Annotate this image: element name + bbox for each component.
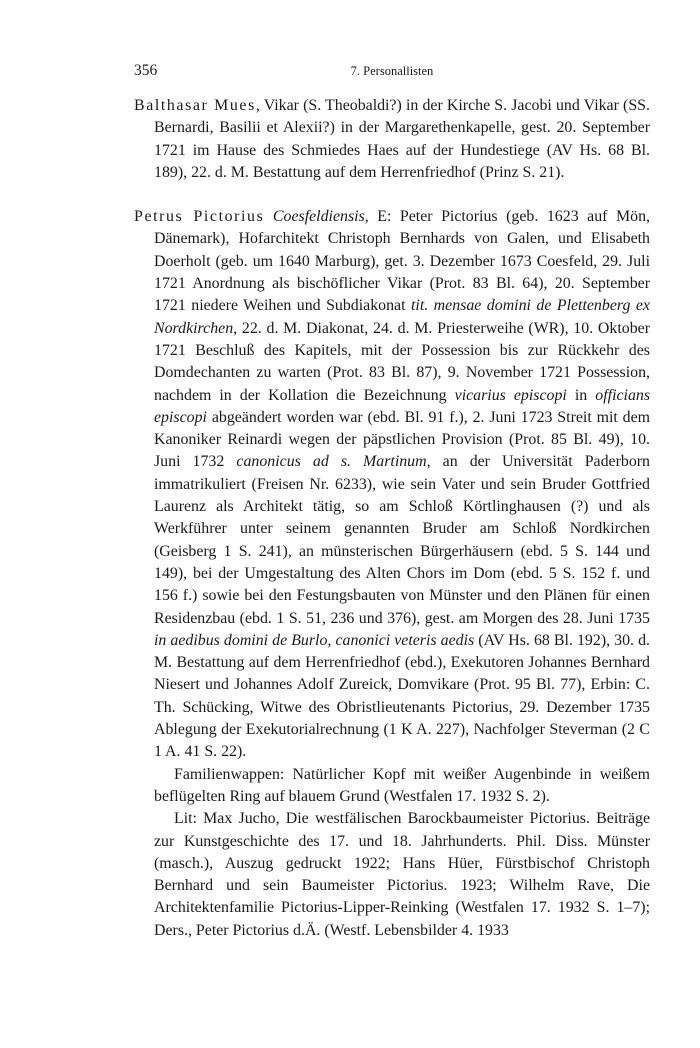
- italic-segment: canonicus ad s. Martinum: [236, 453, 427, 471]
- text-segment: abgeändert worden war (ebd. Bl. 91 f.), 2. Juni 1723 Streit mit dem Kanoniker Reinardi wegen der päpstlichen Provision (Prot. 85 Bl. 49), 10. Juni 1732: [154, 408, 650, 471]
- paragraph-literatur: Lit: Max Jucho, Die westfälischen Barockbaumeister Pictorius. Beiträge zur Kunstgeschichte des 17. und 18. Jahrhunderts. Phil. Diss. Münster (masch.), Auszug gedruckt 1922; Hans Hüer, Fürstbischof Christoph Bernhard und sein Baumeister Pictorius. 1923; Wilhelm Rave, Die Architektenfamilie Pictorius-Lipper-Reinking (Westfalen 17. 1932 S. 1–7); Ders., Peter Pictorius d.Ä. (Westf. Lebensbilder 4. 1933: [154, 810, 650, 939]
- entry-name: Petrus Pictorius: [134, 208, 265, 226]
- italic-segment: Coesfeldiensis: [272, 208, 365, 226]
- running-head: 7. Personallisten: [350, 64, 434, 78]
- body-text: [134, 95, 650, 942]
- entry-pictorius: [134, 206, 650, 763]
- entry-text: [154, 208, 650, 760]
- italic-segment: in aedibus domini de Burlo, canonici veteris aedis: [154, 631, 475, 649]
- entry-name: Balthasar Mues: [134, 97, 256, 114]
- text-segment: in: [566, 386, 596, 404]
- text-segment: (AV Hs. 68 Bl. 192), 30. d. M. Bestattung auf dem Herrenfriedhof (ebd.), Exekutoren Johannes Bernhard Niesert und Johannes Adolf Zureick, Domvikare (Prot. 95 Bl. 77), Erbin: C. Th. Schücking, Witwe des Obristlieutenants Pictorius, 29. Dezember 1735 Ablegung der Exekutorialrechnung (1 K A. 227), Nachfolger Steverman (2 C 1 A. 41 S. 22).: [154, 631, 651, 761]
- page-header: [134, 62, 650, 82]
- entry-mues: [134, 95, 650, 184]
- page-number: 356: [134, 62, 158, 79]
- text-segment: [264, 208, 273, 225]
- text-segment: , E: Peter Pictorius (geb. 1623 auf Mön, Dänemark), Hofarchitekt Christoph Bernhards von Galen, und Elisabeth Doerholt (geb. um 1640 Marburg), get. 3. Dezember 1673 Coesfeld, 29. Juli 1721 Anordnung als bischöflicher Vikar (Prot. 83 Bl. 64), 20. September 1721 niedere Weihen und Subdiakonat: [154, 208, 650, 315]
- text-segment: , 22. d. M. Diakonat, 24. d. M. Priesterweihe (WR), 10. Oktober 1721 Beschluß des Kapitels, mit der Possession bis zur Rückkehr des Domdechanten zu warten (Prot. 83 Bl. 87), 9. November 1721 Possession, nachdem in der Kollation die Bezeichnung: [154, 319, 650, 404]
- text-segment: , an der Universität Paderborn immatrikuliert (Freisen Nr. 6233), wie sein Vater und sein Bruder Gottfried Laurenz als Architekt tätig, so am Schloß Körtlinghausen (?) und als Werkführer unter seinem genannten Bruder am Schloß Nordkirchen (Geisberg 1 S. 241), an münsterischen Bürgerhäusern (ebd. 5 S. 144 und 149), bei der Umgestaltung des Alten Chors im Dom (ebd. 5 S. 152 f. und 156 f.) sowie bei den Festungsbauten von Münster und den Plänen für einen Residenzbau (ebd. 1 S. 51, 236 und 376), gest. am Morgen des 28. Juni 1735: [154, 453, 651, 627]
- entry-text: , Vikar (S. Theobaldi?) in der Kirche S. Jacobi und Vikar (SS. Bernardi, Basilii et Alexii?) in der Margarethenkapelle, gest. 20. September 1721 im Hause des Schmiedes Haes auf der Hundestiege (AV Hs. 68 Bl. 189), 22. d. M. Bestattung auf dem Herrenfriedhof (Prinz S. 21).: [154, 97, 650, 181]
- italic-segment: vicarius episcopi: [454, 386, 567, 404]
- italic-segment: officians episcopi: [154, 386, 651, 426]
- italic-segment: tit. mensae domini de Plettenberg ex Nordkirchen: [154, 297, 650, 337]
- paragraph-familienwappen: Familienwappen: Natürlicher Kopf mit weißer Augenbinde in weißem beflügelten Ring auf blauem Grund (Westfalen 17. 1932 S. 2).: [154, 765, 650, 805]
